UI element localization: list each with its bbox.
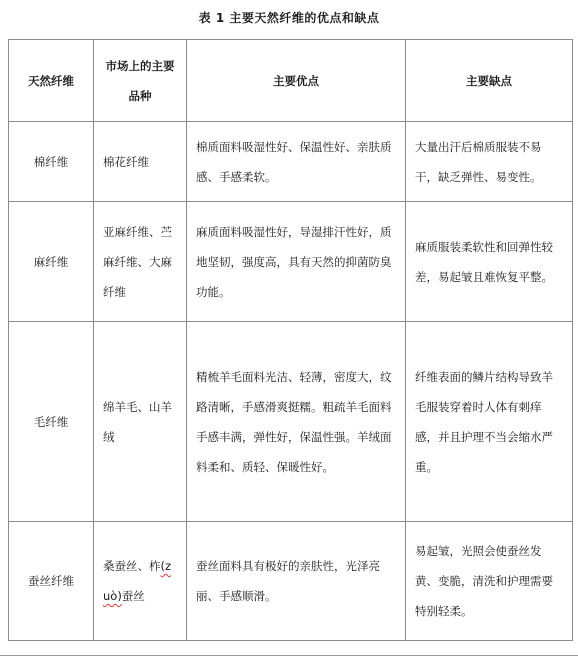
fiber-pros: 蚕丝面料具有极好的亲肤性，光泽亮丽、手感顺滑。 — [187, 522, 406, 641]
table-row — [9, 122, 573, 202]
header-fiber: 天然纤维 — [9, 40, 94, 122]
fiber-varieties — [94, 522, 187, 641]
fiber-cons: 麻质服装柔软性和回弹性较差，易起皱且难恢复平整。 — [406, 202, 573, 322]
fiber-pros: 麻质面料吸湿性好，导湿排汗性好，质地坚韧，强度高，具有天然的抑菌防臭功能。 — [187, 202, 406, 322]
fiber-cons: 大量出汗后棉质服装不易干，缺乏弹性、易变性。 — [406, 122, 573, 202]
table-row — [9, 202, 573, 322]
fiber-name: 蚕丝纤维 — [9, 522, 94, 641]
header-varieties: 市场上的主要品种 — [94, 40, 187, 122]
fiber-comparison-table — [8, 39, 573, 641]
header-row — [9, 40, 573, 122]
table-row — [9, 522, 573, 641]
fiber-pros: 棉质面料吸湿性好、保温性好、亲肤质感、手感柔软。 — [187, 122, 406, 202]
pinyin-annotation: (zuò) — [103, 559, 172, 603]
table-row — [9, 322, 573, 522]
fiber-name: 麻纤维 — [9, 202, 94, 322]
header-pros: 主要优点 — [187, 40, 406, 122]
fiber-varieties: 棉花纤维 — [94, 122, 187, 202]
fiber-varieties: 绵羊毛、山羊绒 — [94, 322, 187, 522]
bottom-divider — [0, 655, 578, 656]
fiber-cons: 易起皱，光照会使蚕丝发黄、变脆，清洗和护理需要特别轻柔。 — [406, 522, 573, 641]
fiber-pros: 精梳羊毛面料光洁、轻薄，密度大，纹路清晰，手感滑爽挺糯。粗疏羊毛面料手感丰满，弹性好，保温性强。羊绒面料柔和、质轻、保暖性好。 — [187, 322, 406, 522]
fiber-cons: 纤维表面的鳞片结构导致羊毛服装穿着时人体有刺痒感，并且护理不当会缩水严重。 — [406, 322, 573, 522]
varieties-text: 桑蚕丝、柞 — [103, 559, 161, 573]
table-caption: 表 1 主要天然纤维的优点和缺点 — [198, 11, 380, 25]
header-cons: 主要缺点 — [406, 40, 573, 122]
fiber-name: 毛纤维 — [9, 322, 94, 522]
varieties-text: 蚕丝 — [121, 589, 145, 603]
fiber-name: 棉纤维 — [9, 122, 94, 202]
fiber-varieties: 亚麻纤维、苎麻纤维、大麻纤维 — [94, 202, 187, 322]
